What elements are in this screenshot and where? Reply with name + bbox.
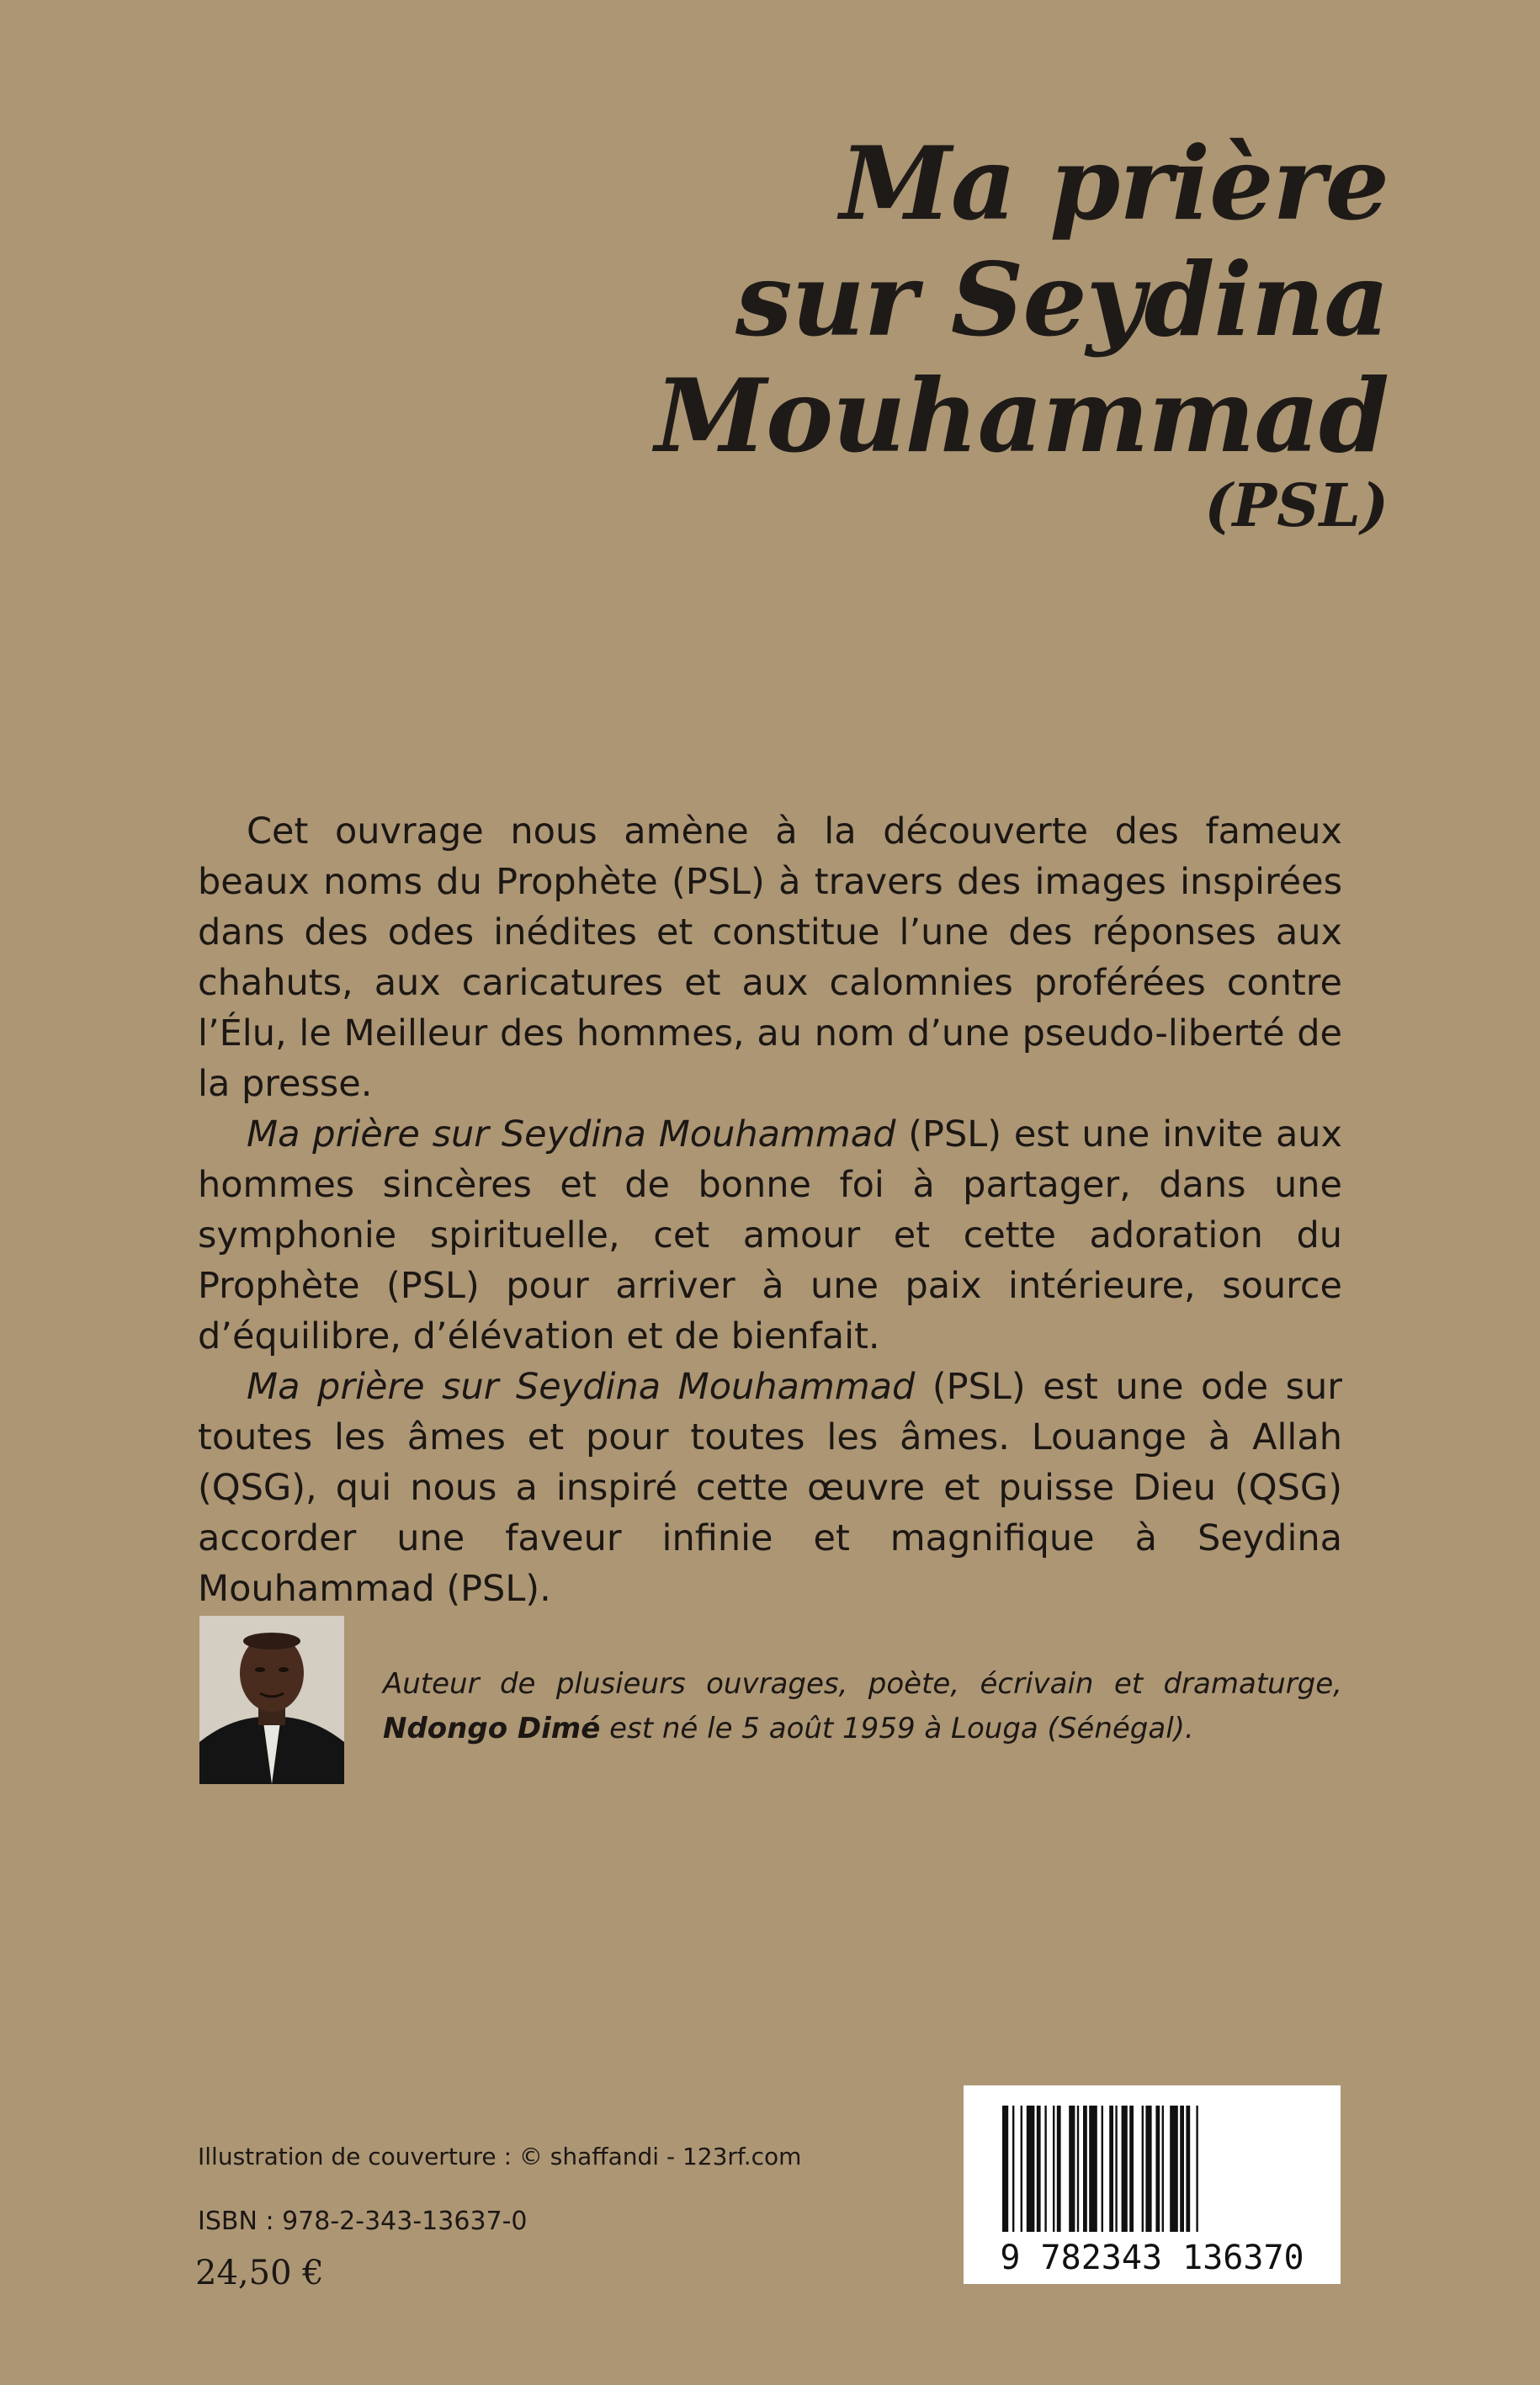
barcode-bar [1145,2106,1151,2232]
barcode-bar [1162,2106,1164,2232]
barcode-bar [1089,2106,1097,2232]
blurb-title-ref: Ma prière sur Seydina Mouhammad [247,1113,896,1155]
blurb-paragraph-3 [198,1362,1342,1614]
barcode-bar [1053,2106,1054,2232]
book-title [379,126,1389,544]
barcode-bar [1102,2106,1103,2232]
barcode-bar [1196,2106,1197,2232]
title-line-2: sur Seydina [735,241,1389,359]
barcode-graphic [964,2085,1341,2284]
isbn: ISBN : 978-2-343-13637-0 [198,2207,528,2236]
barcode-bar [1002,2106,1008,2232]
barcode-bar [1077,2106,1079,2232]
barcode-bar [1069,2106,1075,2232]
barcode-bar [1057,2106,1061,2232]
barcode-bar [1155,2106,1160,2232]
blurb-title-ref: Ma prière sur Seydina Mouhammad [247,1366,916,1408]
barcode-bar [1021,2106,1022,2232]
blurb-paragraph-3-text: (PSL) est une ode sur toutes les âmes et pour toutes les âmes. Louange à Allah (QSG), qui nous a inspiré cette œuvre et puisse Dieu (QSG) accorder une faveur infinie et magnifique à Seydina Mouhammad (PSL). [198,1366,1342,1610]
title-suffix: (PSL) [1204,470,1389,540]
price: 24,50 € [195,2254,324,2292]
title-line-1: Ma prière [840,125,1389,243]
blurb [198,806,1342,1614]
blurb-paragraph-1: Cet ouvrage nous amène à la découverte des fameux beaux noms du Prophète (PSL) à travers des images inspirées dans des odes inédites et constitue l’une des réponses aux chahuts, aux caricatures et aux calomnies proférées contre l’Élu, le Meilleur des hommes, au nom d’une pseudo-liberté de la presse. [198,810,1342,1105]
barcode-bar [1186,2106,1190,2232]
author-bio-text-end: est né le 5 août 1959 à Louga (Sénégal). [600,1712,1194,1745]
barcode-bar [1129,2106,1134,2232]
author-bio [383,1662,1342,1751]
barcode-bar [1012,2106,1014,2232]
blurb-paragraph-2-text: (PSL) est une invite aux hommes sincères et de bonne foi à partager, dans une symphonie spirituelle, cet amour et cette adoration du Prophète (PSL) pour arriver à une paix intérieure, source d’équilibre, d’élévation et de bienfait. [198,1113,1342,1357]
barcode-bar [1122,2106,1128,2232]
barcode-bar [1115,2106,1117,2232]
blurb-paragraph-2 [198,1109,1342,1362]
barcode-bar [1044,2106,1046,2232]
barcode-bar [1037,2106,1041,2232]
barcode-bar [1180,2106,1184,2232]
author-bio-text: Auteur de plusieurs ouvrages, poète, écrivain et dramaturge, [383,1667,1342,1701]
barcode-bar [1170,2106,1178,2232]
author-photo [199,1616,344,1784]
barcode-bar [1083,2106,1087,2232]
title-line-3: Mouhammad [655,357,1389,475]
cover-credit: Illustration de couverture : © shaffandi - 123rf.com [198,2143,802,2170]
barcode [964,2085,1341,2284]
barcode-bar [1027,2106,1035,2232]
author-name: Ndongo Dimé [383,1712,601,1745]
barcode-bar [1142,2106,1144,2232]
barcode-digits: 9 782343 136370 [1000,2239,1304,2277]
barcode-bar [1109,2106,1113,2232]
